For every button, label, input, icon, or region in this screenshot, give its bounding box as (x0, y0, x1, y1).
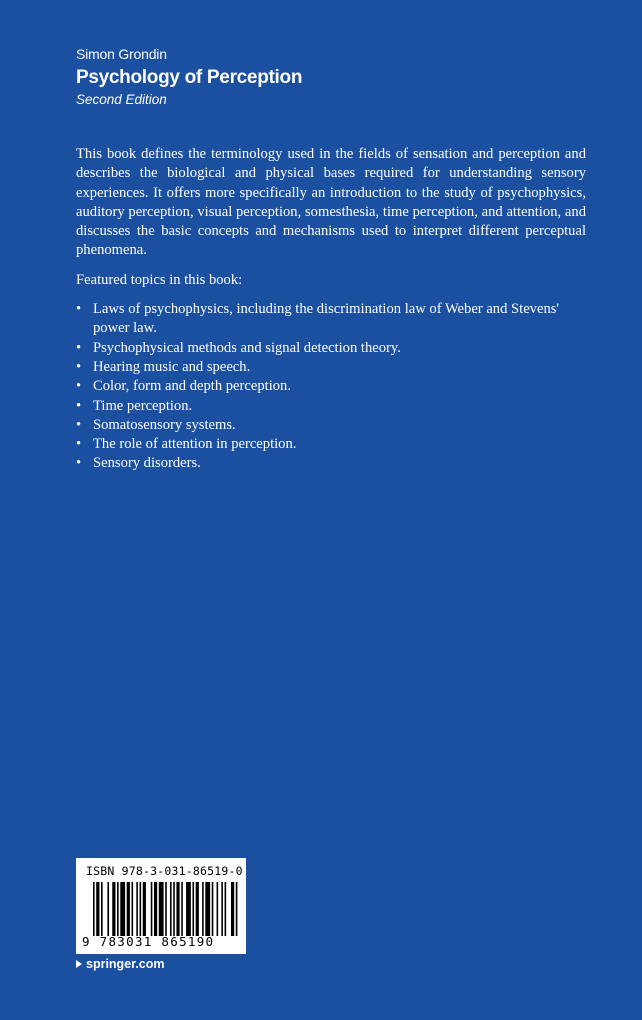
list-item (76, 416, 586, 435)
barcode-bar (93, 882, 95, 936)
topic-text: • Time perception. (93, 397, 193, 414)
barcode-bar (120, 882, 125, 936)
barcode-digits: 9 783031 865190 (82, 934, 215, 949)
barcode-bar (132, 882, 134, 936)
arrow-icon (76, 960, 82, 968)
topic-text: • Laws of psychophysics, including the discrimination law of Weber and Stevens' power law. (93, 301, 560, 337)
barcode-bar (117, 882, 119, 936)
topic-text: • Color, form and depth perception. (93, 378, 291, 395)
topic-text: • The role of attention in perception. (93, 436, 297, 453)
topic-text: • Hearing music and speech. (93, 358, 251, 375)
description-paragraph: This book defines the terminology used in the fields of sensation and perception and describes the biological and physical bases required for understanding sensory experiences. It offers more specifically an introduction to the study of psychophysics, auditory perception, visual perception, somesthesia, time perception, and attention, and discusses the basic concepts and mechanisms used to interpret different perceptual phenomena. (76, 146, 586, 259)
author-name: Simon Grondin (76, 46, 167, 62)
barcode-bar (192, 882, 194, 936)
barcode-bar (159, 882, 164, 936)
barcode-bar (140, 882, 142, 936)
barcode-bar (112, 882, 115, 936)
barcode-bar (186, 882, 191, 936)
barcode-bar (221, 882, 223, 936)
topic-text: • Sensory disorders. (93, 455, 201, 472)
featured-heading: Featured topics in this book: (76, 271, 243, 288)
barcode-bar (236, 882, 238, 936)
barcode-bar (165, 882, 167, 936)
topics-list (76, 300, 586, 474)
cover-header (76, 46, 302, 107)
list-item (76, 339, 586, 358)
barcode-bar (154, 882, 157, 936)
topic-text: • Somatosensory systems. (93, 416, 236, 433)
barcode-bar (170, 882, 172, 936)
barcode-bar (181, 882, 183, 936)
barcode-bar (212, 882, 214, 936)
publisher-link[interactable] (76, 957, 165, 971)
barcode-bar (101, 882, 103, 936)
topic-text: • Psychophysical methods and signal detection theory. (93, 339, 401, 356)
isbn-barcode (76, 858, 246, 954)
list-item (76, 300, 586, 339)
barcode-bar (205, 882, 210, 936)
barcode-bar (173, 882, 175, 936)
barcode-bar (231, 882, 234, 936)
list-item (76, 435, 586, 454)
list-item (76, 397, 586, 416)
list-item (76, 358, 586, 377)
isbn-label: ISBN 978-3-031-86519-0 (86, 864, 243, 878)
barcode-bar (217, 882, 219, 936)
barcode-bar (127, 882, 130, 936)
barcode-bar (151, 882, 153, 936)
publisher-url: springer.com (86, 957, 165, 971)
barcode-bar (107, 882, 109, 936)
barcode-bars (93, 882, 239, 936)
list-item (76, 454, 586, 473)
list-item (76, 377, 586, 396)
barcode-bar (143, 882, 146, 936)
barcode-bar (176, 882, 179, 936)
book-title: Psychology of Perception (76, 67, 303, 88)
barcode-bar (225, 882, 227, 936)
barcode-bar (96, 882, 99, 936)
barcode-bar (202, 882, 204, 936)
barcode-bar (136, 882, 138, 936)
edition-label: Second Edition (76, 92, 167, 107)
barcode-bar (196, 882, 199, 936)
back-cover-text (76, 145, 586, 474)
